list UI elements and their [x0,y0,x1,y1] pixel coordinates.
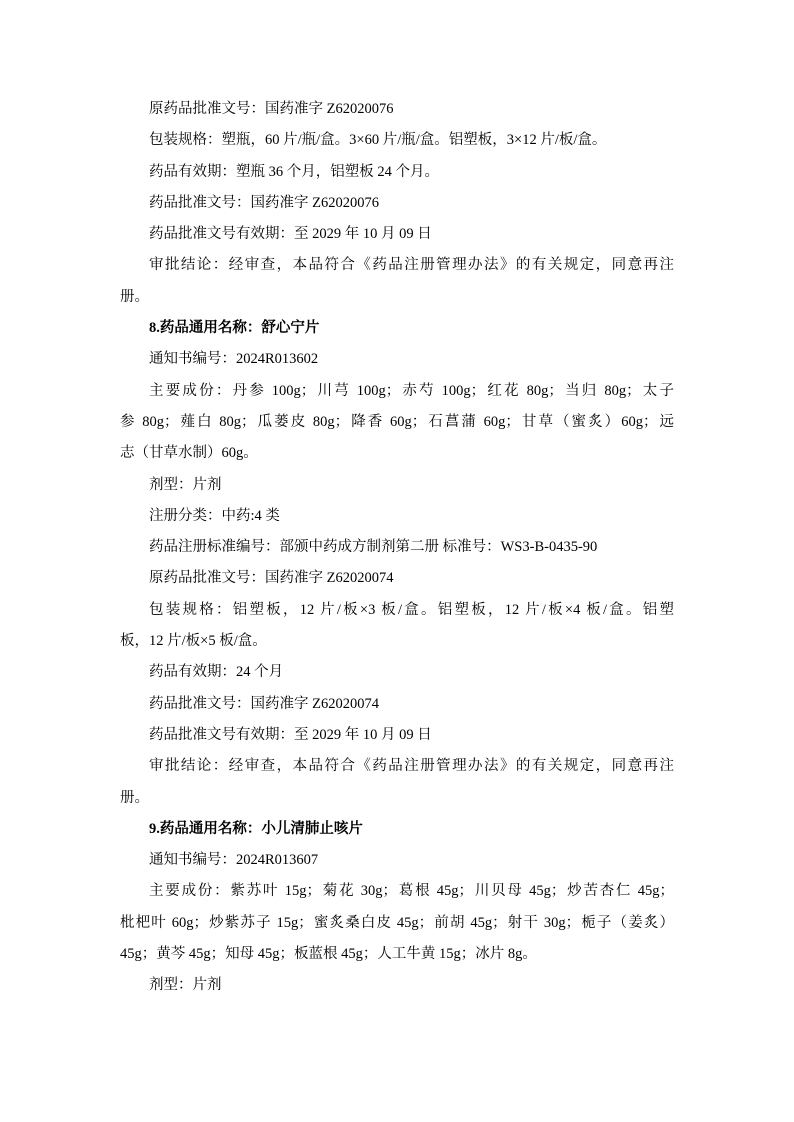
document-line: 剂型：片剂 [149,977,222,994]
document-line: 45g；黄芩 45g；知母 45g；板蓝根 45g；人工牛黄 15g；冰片 8g。 [120,946,537,963]
document-line: 药品批准文号有效期：至 2029 年 10 月 09 日 [149,726,432,743]
document-line: 参 80g；薤白 80g；瓜蒌皮 80g；降香 60g；石菖蒲 60g；甘草（蜜炙）60g；远 [120,413,674,430]
document-line: 药品注册标准编号：部颁中药成方制剂第二册 标准号：WS3-B-0435-90 [149,539,598,556]
document-line: 主要成份：紫苏叶 15g；菊花 30g；葛根 45g；川贝母 45g；炒苦杏仁 45g； [149,883,674,900]
document-line: 册。 [120,288,149,305]
document-line: 枇杷叶 60g；炒紫苏子 15g；蜜炙桑白皮 45g；前胡 45g；射干 30g；栀子（姜炙） [120,914,674,931]
drug-entry-heading: 9.药品通用名称：小儿清肺止咳片 [149,820,363,837]
document-line: 册。 [120,789,149,806]
drug-entry-heading: 8.药品通用名称：舒心宁片 [149,320,320,337]
document-line: 剂型：片剂 [149,476,222,493]
document-line: 药品批准文号：国药准字 Z62020074 [149,695,379,712]
document-line: 药品批准文号有效期：至 2029 年 10 月 09 日 [149,226,432,243]
document-line: 包装规格：塑瓶，60 片/瓶/盒。3×60 片/瓶/盒。铝塑板，3×12 片/板/盒。 [149,132,607,149]
document-line: 志（甘草水制）60g。 [120,445,258,462]
document-line: 主要成份：丹参 100g；川芎 100g；赤芍 100g；红花 80g；当归 80g；太子 [149,382,674,399]
document-line: 原药品批准文号：国药准字 Z62020074 [149,570,394,587]
document-line: 包装规格：铝塑板，12 片/板×3 板/盒。铝塑板，12 片/板×4 板/盒。铝塑 [149,601,674,618]
document-line: 药品有效期：塑瓶 36 个月，铝塑板 24 个月。 [149,163,439,180]
document-line: 药品批准文号：国药准字 Z62020076 [149,194,379,211]
text-block [120,94,674,1002]
document-line: 审批结论：经审查，本品符合《药品注册管理办法》的有关规定，同意再注 [149,257,674,274]
document-line: 原药品批准文号：国药准字 Z62020076 [149,101,394,117]
document-line: 通知书编号：2024R013602 [149,351,319,368]
document-line: 通知书编号：2024R013607 [149,852,319,869]
document-line: 板，12 片/板×5 板/盒。 [120,633,267,650]
document-line: 审批结论：经审查，本品符合《药品注册管理办法》的有关规定，同意再注 [149,758,674,775]
document-line: 药品有效期：24 个月 [149,664,284,681]
document-line: 注册分类：中药:4 类 [149,507,280,524]
